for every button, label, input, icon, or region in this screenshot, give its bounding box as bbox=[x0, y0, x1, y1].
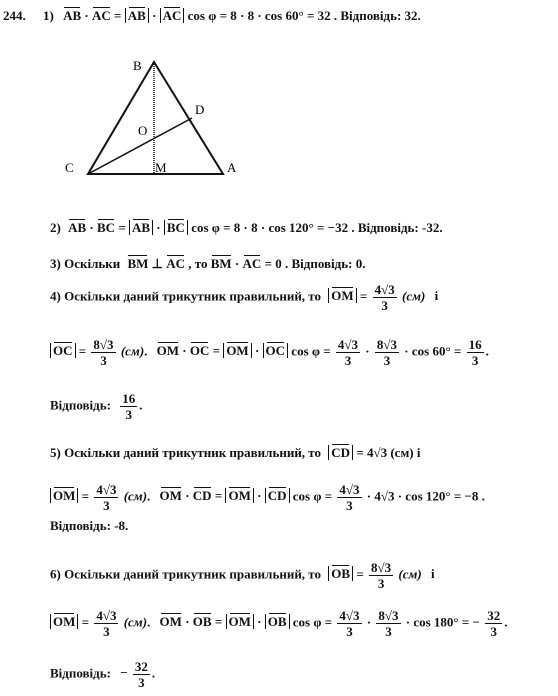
item1-answer: Відповідь: 32. bbox=[340, 8, 421, 23]
item5-product: OM · CD = OM · CD bbox=[160, 488, 293, 503]
item5-unit: (см) bbox=[123, 488, 148, 504]
item6-line1: 6) Оскільки даний трикутник правильний, то OB = $\frac{8√3}{3}$ (см) і bbox=[50, 560, 435, 591]
item1-line bbox=[0, 8, 421, 24]
item4-oc-unit: (см) bbox=[120, 343, 145, 359]
item6-answer-frac: $\frac{32}{3}$ bbox=[134, 659, 148, 690]
item2-answer: Відповідь: -32. bbox=[357, 220, 443, 235]
item4-oc-abs: OC bbox=[50, 343, 76, 358]
item4-answer-label: Відповідь: bbox=[50, 397, 111, 413]
item4-om-frac: $\frac{4√3}{3}$ bbox=[374, 282, 395, 313]
item5-om-abs: OM bbox=[50, 488, 78, 503]
item6-text: 6) Оскільки даний трикутник правильний, то bbox=[50, 566, 322, 582]
item6-ob-frac: $\frac{8√3}{3}$ bbox=[371, 560, 392, 591]
item5-line1 bbox=[50, 445, 421, 461]
item6-om-abs: OM bbox=[50, 614, 78, 629]
item5-cd-value: = 4√3 (см) і bbox=[356, 445, 421, 460]
item5-tail: · 4√3 · cos 120° = −8 . bbox=[366, 488, 485, 504]
item6-line2-tail: cos φ = bbox=[292, 614, 333, 630]
item6-line2: OM = $\frac{4√3}{3}$ (см). OM · OB = OM · OB cos φ = $\frac{4√3}{3}$ · $\frac{8√3}{3}$ · cos 180° = − $\frac{32}{3}$ . bbox=[50, 608, 507, 639]
item2-label: 2) bbox=[50, 220, 61, 235]
item6-result-frac: $\frac{32}{3}$ bbox=[487, 608, 501, 639]
item3-perp: BM ⊥ AC bbox=[127, 256, 186, 271]
item5-line2: OM = $\frac{4√3}{3}$ (см). OM · CD = OM · CD cos φ = $\frac{4√3}{3}$ · 4√3 · cos 120° = −8 . bbox=[50, 482, 485, 513]
item4-oc-frac: $\frac{8√3}{3}$ bbox=[93, 337, 114, 368]
label-c: C bbox=[65, 160, 74, 175]
item5-cd-abs: CD bbox=[328, 445, 353, 460]
item2-line bbox=[50, 220, 443, 236]
item6-frac-a: $\frac{4√3}{3}$ bbox=[339, 608, 360, 639]
item4-line1: 4) Оскільки даний трикутник правильний, то OM = $\frac{4√3}{3}$ (см) і bbox=[50, 282, 439, 313]
item4-line2: OC = $\frac{8√3}{3}$ (см). OM · OC = OM · OC cos φ = $\frac{4√3}{3}$ · $\frac{8√3}{3}$ · cos 60° = $\frac{16}{3}$ . bbox=[50, 337, 489, 368]
item4-answer-frac: $\frac{16}{3}$ bbox=[122, 391, 136, 422]
item3-text-end: = 0 . bbox=[264, 256, 289, 271]
label-o: O bbox=[138, 123, 148, 138]
item6-answer-line: Відповідь: − $\frac{32}{3}$ . bbox=[50, 659, 156, 690]
problem-number: 244. bbox=[3, 8, 26, 23]
item5-text: 5) Оскільки даний трикутник правильний, то bbox=[50, 445, 322, 460]
item6-ob-abs: OB bbox=[328, 566, 353, 581]
label-m: M bbox=[155, 160, 167, 175]
item1-formula-tail: cos φ = 8 · 8 · cos 60° = 32 . bbox=[187, 8, 338, 23]
item6-om-frac: $\frac{4√3}{3}$ bbox=[96, 608, 117, 639]
item4-product: OM · OC = OM · OC bbox=[157, 343, 292, 358]
item5-line2-tail: cos φ = bbox=[292, 488, 333, 504]
item5-frac: $\frac{4√3}{3}$ bbox=[339, 482, 360, 513]
item4-frac-b: $\frac{8√3}{3}$ bbox=[376, 337, 398, 368]
item2-formula: AB · BC = AB · BC bbox=[68, 220, 191, 235]
triangle-abc bbox=[88, 62, 223, 174]
item5-om-frac: $\frac{4√3}{3}$ bbox=[96, 482, 117, 513]
item4-line2-tail: cos φ = bbox=[291, 343, 331, 359]
item4-unit: (см) bbox=[401, 288, 426, 304]
item4-conj: і bbox=[434, 288, 439, 304]
item4-cos-part: · cos 60° = bbox=[404, 343, 462, 359]
item1-formula: AB · AC = AB · AC bbox=[63, 8, 188, 23]
label-d: D bbox=[195, 102, 205, 117]
item3-answer: Відповідь: 0. bbox=[291, 256, 366, 271]
item3-text-start: 3) Оскільки bbox=[50, 256, 121, 271]
item4-frac-a: $\frac{4√3}{3}$ bbox=[337, 337, 359, 368]
item2-formula-tail: cos φ = 8 · 8 · cos 120° = −32 . bbox=[191, 220, 355, 235]
item4-answer-line: Відповідь: $\frac{16}{3}$ . bbox=[50, 391, 143, 422]
item6-om-unit: (см) bbox=[123, 614, 148, 630]
item6-cos-part: · cos 180° = − bbox=[405, 614, 480, 630]
item4-text: 4) Оскільки даний трикутник правильний, то bbox=[50, 288, 322, 304]
item3-line bbox=[50, 256, 365, 272]
minus-sign: − bbox=[120, 665, 128, 681]
triangle-figure bbox=[55, 50, 255, 185]
item6-product: OM · OB = OM · OB bbox=[160, 614, 293, 629]
item6-conj: і bbox=[430, 566, 435, 582]
item1-label: 1) bbox=[43, 8, 54, 23]
item3-text-mid: , то bbox=[188, 256, 208, 271]
item6-frac-b: $\frac{8√3}{3}$ bbox=[378, 608, 399, 639]
item5-answer: Відповідь: -8. bbox=[50, 518, 129, 533]
item6-unit: (см) bbox=[398, 566, 422, 582]
label-a: A bbox=[227, 160, 237, 175]
item4-result-frac: $\frac{16}{3}$ bbox=[468, 337, 482, 368]
item3-product: BM · AC bbox=[210, 256, 262, 271]
item6-answer-label: Відповідь: bbox=[50, 665, 111, 681]
item4-om-abs: OM bbox=[328, 288, 356, 303]
label-b: B bbox=[133, 58, 142, 73]
